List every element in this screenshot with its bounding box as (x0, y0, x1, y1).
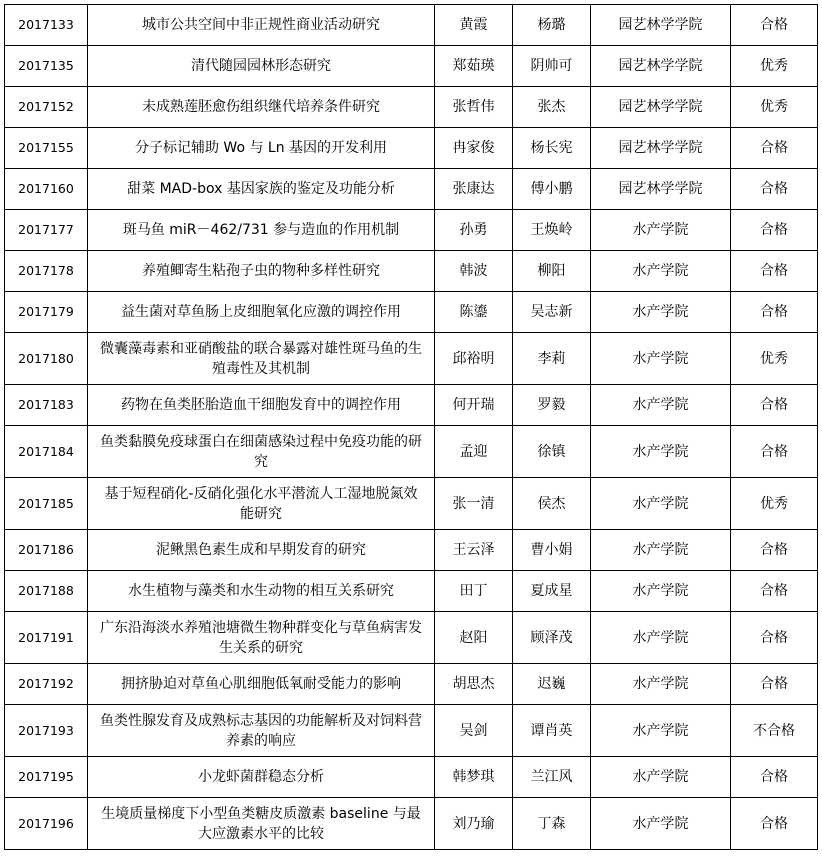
project-title-cell: 甜菜 MAD-box 基因家族的鉴定及功能分析 (88, 169, 435, 210)
table-row (5, 757, 818, 798)
student-name-cell: 郑茹瑛 (435, 46, 513, 87)
project-id-cell: 2017184 (5, 426, 88, 478)
student-name-cell: 黄霞 (435, 5, 513, 46)
project-id-cell: 2017180 (5, 333, 88, 385)
result-cell: 合格 (731, 798, 818, 850)
project-title-cell: 基于短程硝化-反硝化强化水平潜流人工湿地脱氮效能研究 (88, 478, 435, 530)
project-title-cell: 水生植物与藻类和水生动物的相互关系研究 (88, 571, 435, 612)
result-cell: 合格 (731, 128, 818, 169)
result-cell: 优秀 (731, 333, 818, 385)
table-row (5, 571, 818, 612)
advisor-name-cell: 谭肖英 (513, 705, 591, 757)
college-cell: 水产学院 (591, 385, 731, 426)
advisor-name-cell: 兰江风 (513, 757, 591, 798)
student-name-cell: 吴剑 (435, 705, 513, 757)
student-name-cell: 韩波 (435, 251, 513, 292)
college-cell: 水产学院 (591, 426, 731, 478)
project-title-cell: 拥挤胁迫对草鱼心肌细胞低氧耐受能力的影响 (88, 664, 435, 705)
college-cell: 水产学院 (591, 333, 731, 385)
project-id-cell: 2017135 (5, 46, 88, 87)
student-name-cell: 孟迎 (435, 426, 513, 478)
table-row (5, 169, 818, 210)
result-cell: 合格 (731, 385, 818, 426)
project-id-cell: 2017193 (5, 705, 88, 757)
college-cell: 水产学院 (591, 292, 731, 333)
project-title-cell: 分子标记辅助 Wo 与 Ln 基因的开发利用 (88, 128, 435, 169)
table-row (5, 385, 818, 426)
student-name-cell: 冉家俊 (435, 128, 513, 169)
student-name-cell: 张一清 (435, 478, 513, 530)
college-cell: 水产学院 (591, 210, 731, 251)
project-title-cell: 小龙虾菌群稳态分析 (88, 757, 435, 798)
table-row (5, 664, 818, 705)
table-row (5, 530, 818, 571)
project-title-cell: 泥鳅黑色素生成和早期发育的研究 (88, 530, 435, 571)
project-id-cell: 2017191 (5, 612, 88, 664)
project-id-cell: 2017195 (5, 757, 88, 798)
student-name-cell: 何开瑞 (435, 385, 513, 426)
student-name-cell: 孙勇 (435, 210, 513, 251)
college-cell: 水产学院 (591, 798, 731, 850)
project-title-cell: 未成熟莲胚愈伤组织继代培养条件研究 (88, 87, 435, 128)
result-cell: 合格 (731, 757, 818, 798)
advisor-name-cell: 曹小娟 (513, 530, 591, 571)
table-row (5, 798, 818, 850)
result-cell: 合格 (731, 251, 818, 292)
table-row (5, 333, 818, 385)
project-title-cell: 益生菌对草鱼肠上皮细胞氧化应激的调控作用 (88, 292, 435, 333)
project-id-cell: 2017192 (5, 664, 88, 705)
project-title-cell: 清代随园园林形态研究 (88, 46, 435, 87)
project-id-cell: 2017152 (5, 87, 88, 128)
project-title-cell: 斑马鱼 miR－462/731 参与造血的作用机制 (88, 210, 435, 251)
table-row (5, 46, 818, 87)
project-id-cell: 2017133 (5, 5, 88, 46)
result-cell: 合格 (731, 612, 818, 664)
advisor-name-cell: 侯杰 (513, 478, 591, 530)
college-cell: 水产学院 (591, 530, 731, 571)
table-row (5, 478, 818, 530)
result-cell: 合格 (731, 169, 818, 210)
advisor-name-cell: 罗毅 (513, 385, 591, 426)
student-name-cell: 胡思杰 (435, 664, 513, 705)
student-name-cell: 田丁 (435, 571, 513, 612)
advisor-name-cell: 阴帅可 (513, 46, 591, 87)
table-row (5, 612, 818, 664)
result-cell: 合格 (731, 292, 818, 333)
table-row (5, 426, 818, 478)
college-cell: 水产学院 (591, 757, 731, 798)
college-cell: 水产学院 (591, 705, 731, 757)
advisor-name-cell: 傅小鹏 (513, 169, 591, 210)
advisor-name-cell: 吴志新 (513, 292, 591, 333)
table-body (5, 5, 818, 850)
table-row (5, 5, 818, 46)
advisor-name-cell: 迟巍 (513, 664, 591, 705)
project-title-cell: 养殖鲫寄生粘孢子虫的物种多样性研究 (88, 251, 435, 292)
student-name-cell: 邱裕明 (435, 333, 513, 385)
advisor-name-cell: 李莉 (513, 333, 591, 385)
table-row (5, 128, 818, 169)
table-row (5, 292, 818, 333)
project-id-cell: 2017196 (5, 798, 88, 850)
student-name-cell: 赵阳 (435, 612, 513, 664)
college-cell: 园艺林学学院 (591, 5, 731, 46)
table-row (5, 210, 818, 251)
result-cell: 合格 (731, 426, 818, 478)
college-cell: 水产学院 (591, 251, 731, 292)
result-cell: 合格 (731, 210, 818, 251)
result-cell: 合格 (731, 664, 818, 705)
advisor-name-cell: 王焕岭 (513, 210, 591, 251)
college-cell: 水产学院 (591, 571, 731, 612)
table-row (5, 87, 818, 128)
project-id-cell: 2017188 (5, 571, 88, 612)
result-cell: 合格 (731, 571, 818, 612)
project-results-table (4, 4, 818, 850)
project-id-cell: 2017155 (5, 128, 88, 169)
result-cell: 不合格 (731, 705, 818, 757)
project-title-cell: 微囊藻毒素和亚硝酸盐的联合暴露对雄性斑马鱼的生殖毒性及其机制 (88, 333, 435, 385)
project-title-cell: 鱼类性腺发育及成熟标志基因的功能解析及对饲料营养素的响应 (88, 705, 435, 757)
college-cell: 水产学院 (591, 612, 731, 664)
advisor-name-cell: 丁森 (513, 798, 591, 850)
college-cell: 园艺林学学院 (591, 46, 731, 87)
advisor-name-cell: 徐镇 (513, 426, 591, 478)
result-cell: 合格 (731, 5, 818, 46)
college-cell: 水产学院 (591, 664, 731, 705)
project-title-cell: 生境质量梯度下小型鱼类糖皮质激素 baseline 与最大应激素水平的比较 (88, 798, 435, 850)
college-cell: 水产学院 (591, 478, 731, 530)
project-id-cell: 2017179 (5, 292, 88, 333)
student-name-cell: 张康达 (435, 169, 513, 210)
result-cell: 优秀 (731, 478, 818, 530)
project-title-cell: 广东沿海淡水养殖池塘微生物种群变化与草鱼病害发生关系的研究 (88, 612, 435, 664)
student-name-cell: 刘乃瑜 (435, 798, 513, 850)
advisor-name-cell: 杨璐 (513, 5, 591, 46)
project-title-cell: 城市公共空间中非正规性商业活动研究 (88, 5, 435, 46)
project-id-cell: 2017185 (5, 478, 88, 530)
project-title-cell: 鱼类黏膜免疫球蛋白在细菌感染过程中免疫功能的研究 (88, 426, 435, 478)
college-cell: 园艺林学学院 (591, 128, 731, 169)
college-cell: 园艺林学学院 (591, 169, 731, 210)
student-name-cell: 韩梦琪 (435, 757, 513, 798)
advisor-name-cell: 杨长宪 (513, 128, 591, 169)
advisor-name-cell: 张杰 (513, 87, 591, 128)
project-id-cell: 2017178 (5, 251, 88, 292)
student-name-cell: 张哲伟 (435, 87, 513, 128)
project-id-cell: 2017160 (5, 169, 88, 210)
project-id-cell: 2017183 (5, 385, 88, 426)
table-row (5, 251, 818, 292)
result-cell: 优秀 (731, 87, 818, 128)
advisor-name-cell: 顾泽茂 (513, 612, 591, 664)
student-name-cell: 陈鎏 (435, 292, 513, 333)
student-name-cell: 王云泽 (435, 530, 513, 571)
advisor-name-cell: 夏成星 (513, 571, 591, 612)
project-id-cell: 2017186 (5, 530, 88, 571)
advisor-name-cell: 柳阳 (513, 251, 591, 292)
result-cell: 优秀 (731, 46, 818, 87)
table-row (5, 705, 818, 757)
result-cell: 合格 (731, 530, 818, 571)
college-cell: 园艺林学学院 (591, 87, 731, 128)
project-title-cell: 药物在鱼类胚胎造血干细胞发育中的调控作用 (88, 385, 435, 426)
project-id-cell: 2017177 (5, 210, 88, 251)
